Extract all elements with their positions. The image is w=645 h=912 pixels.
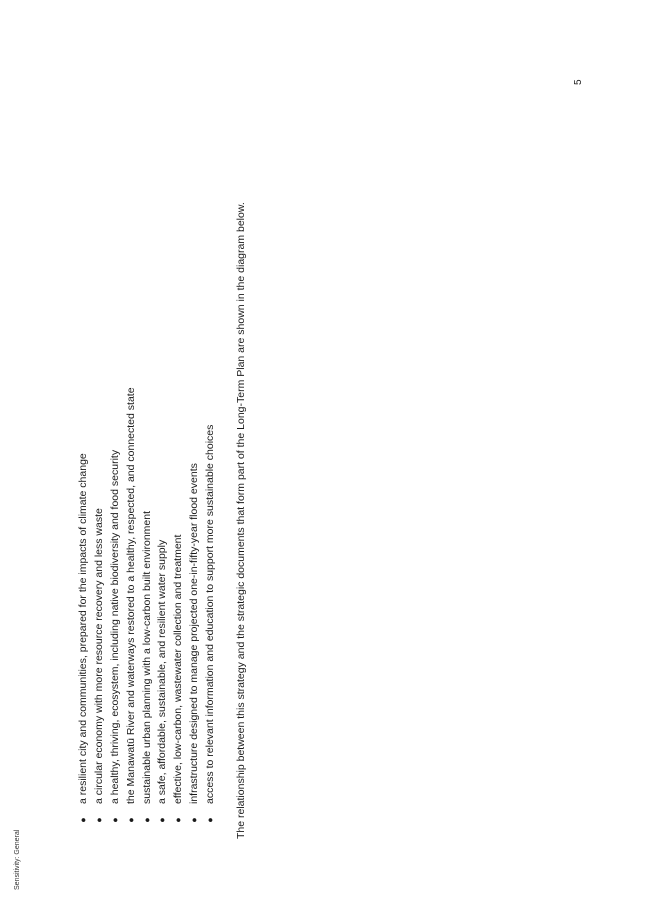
list-item — [108, 82, 124, 842]
list-item — [187, 82, 203, 842]
bullet-icon: ● — [157, 817, 168, 823]
bullet-icon: ● — [189, 817, 200, 823]
bullet-text: a circular economy with more resource recovery and less waste — [92, 508, 105, 804]
bullet-icon: ● — [125, 817, 136, 823]
bullet-icon: ● — [141, 817, 152, 823]
bullet-text: effective, low-carbon, wastewater collection and treatment — [172, 534, 185, 804]
bullet-icon: ● — [109, 817, 120, 823]
bullet-text: access to relevant information and education to support more sustainable choices — [204, 424, 217, 804]
bullet-icon: ● — [173, 817, 184, 823]
bullet-text: sustainable urban planning with a low-carbon built environment — [140, 510, 153, 804]
bullet-icon: ● — [93, 817, 104, 823]
list-item — [124, 82, 140, 842]
bullet-icon: ● — [78, 817, 88, 823]
outcomes-bullet-list — [76, 82, 219, 842]
page-number: 5 — [573, 79, 584, 85]
list-item — [92, 82, 108, 842]
list-item — [76, 82, 92, 842]
list-item — [155, 82, 171, 842]
bullet-text: a safe, affordable, sustainable, and resilient water supply — [156, 539, 169, 804]
bullet-text: a healthy, thriving, ecosystem, including native biodiversity and food security — [108, 449, 121, 804]
bullet-text: a resilient city and communities, prepared for the impacts of climate change — [77, 453, 89, 804]
bullet-text: the Manawatū River and waterways restored to a healthy, respected, and connected state — [124, 387, 137, 804]
sensitivity-label: Sensitivity: General — [14, 829, 21, 890]
bullet-icon: ● — [205, 817, 216, 823]
bullet-text: infrastructure designed to manage projected one-in-fifty-year flood events — [188, 463, 201, 804]
list-item — [140, 82, 156, 842]
relationship-paragraph: The relationship between this strategy and the strategic documents that form part of the Long-Term Plan are shown in the diagram below. — [235, 202, 247, 839]
list-item — [203, 82, 219, 842]
list-item — [171, 82, 187, 842]
